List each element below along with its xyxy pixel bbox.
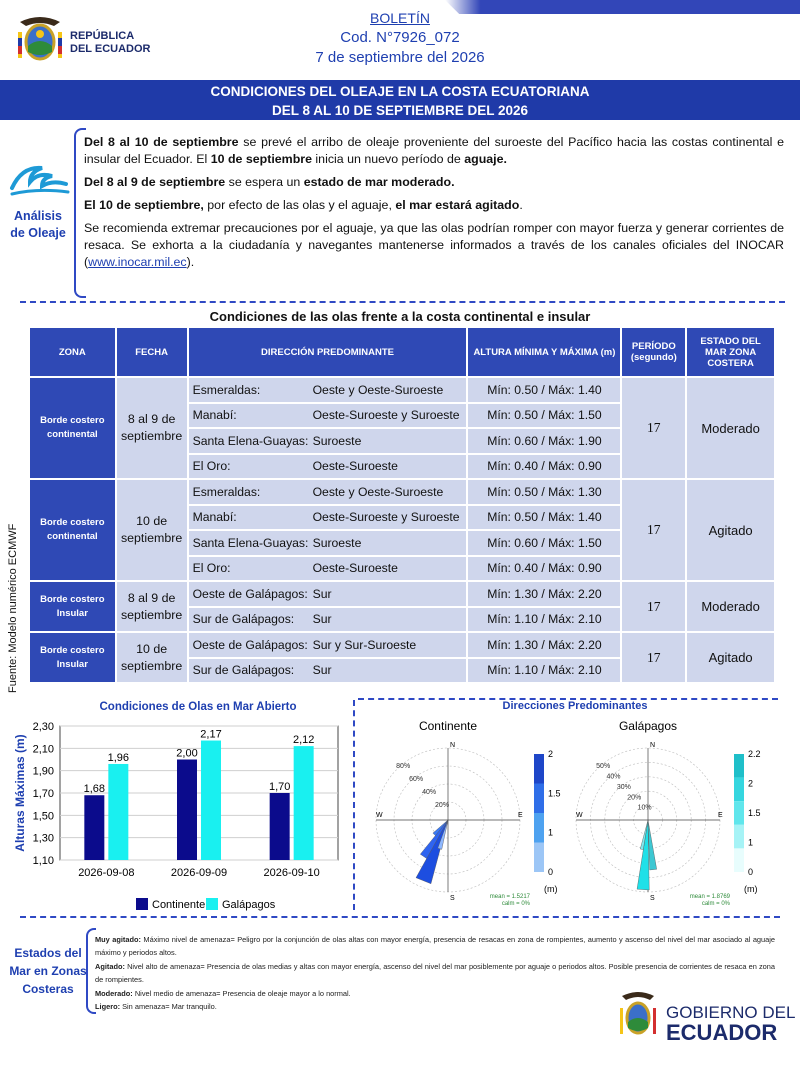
colorbar-label: 1.5 bbox=[748, 808, 761, 818]
direction-cell bbox=[188, 505, 468, 531]
table-row bbox=[29, 581, 775, 607]
date-cell: 8 al 9 de septiembre bbox=[116, 581, 188, 632]
direction-value: Oeste y Oeste-Suroeste bbox=[312, 382, 444, 397]
header-zone: ZONA bbox=[29, 327, 116, 377]
height-cell: Mín: 0.50 / Máx: 1.50 bbox=[467, 403, 621, 429]
direction-cell bbox=[188, 479, 468, 505]
analysis-paragraph-4 bbox=[84, 220, 784, 271]
date-cell: 10 de septiembre bbox=[116, 479, 188, 581]
analysis-span: ). bbox=[186, 255, 195, 269]
page-title bbox=[0, 80, 800, 120]
analysis-label: Análisis de Oleaje bbox=[10, 209, 66, 240]
bulletin-code: Cod. N°7926_072 bbox=[340, 29, 460, 46]
rose-ring-label: 80% bbox=[396, 763, 411, 771]
divider bbox=[20, 916, 780, 918]
compass-w: W bbox=[376, 812, 383, 819]
bar-galápagos bbox=[294, 746, 314, 860]
rose-petal bbox=[648, 820, 657, 870]
table-row bbox=[29, 632, 775, 658]
analysis-span: . bbox=[519, 198, 523, 212]
direction-value: Suroeste bbox=[312, 535, 362, 550]
compass-w: W bbox=[576, 812, 583, 819]
direction-value: Oeste y Oeste-Suroeste bbox=[312, 484, 444, 499]
state-description: Máximo nivel de amenaza= Peligro por la conjunción de olas altas con mayor energía, presencia de resacas en zona de rompientes, aumento y ascenso del nivel del mar asociado al aguaje máximo y periodos altos. bbox=[95, 935, 776, 958]
height-cell: Mín: 0.40 / Máx: 0.90 bbox=[467, 556, 621, 582]
direction-cell bbox=[188, 530, 468, 556]
colorbar-segment bbox=[534, 754, 544, 784]
bar-continente bbox=[177, 760, 197, 861]
colorbar-unit: (m) bbox=[744, 884, 758, 894]
rose-ring-label: 60% bbox=[409, 776, 424, 784]
legend-label: Galápagos bbox=[222, 899, 276, 911]
source-note-text: Fuente: Modelo numérico ECMWF bbox=[7, 523, 19, 693]
table-header-row bbox=[29, 327, 775, 377]
colorbar-label: 1 bbox=[748, 837, 754, 848]
height-cell: Mín: 1.10 / Máx: 2.10 bbox=[467, 607, 621, 633]
state-name: Moderado: bbox=[95, 988, 133, 998]
region-label: Santa Elena-Guayas: bbox=[192, 535, 309, 550]
compass-e: E bbox=[518, 812, 523, 819]
height-cell: Mín: 0.60 / Máx: 1.90 bbox=[467, 428, 621, 454]
direction-value: Sur bbox=[312, 586, 332, 601]
header-date: FECHA bbox=[116, 327, 188, 377]
date-cell: 10 de septiembre bbox=[116, 632, 188, 683]
period-cell: 17 bbox=[621, 632, 686, 683]
bar-galápagos bbox=[108, 764, 128, 860]
height-cell: Mín: 1.10 / Máx: 2.10 bbox=[467, 658, 621, 684]
wave-conditions-table bbox=[28, 326, 776, 684]
y-tick-label: 2,10 bbox=[32, 743, 54, 756]
compass-s: S bbox=[450, 895, 455, 902]
table-row bbox=[29, 479, 775, 505]
header-period: PERÍODO (segundo) bbox=[621, 327, 686, 377]
data-label: 1,70 bbox=[268, 781, 291, 793]
colorbar-label: 1 bbox=[548, 827, 554, 838]
colorbar-segment bbox=[734, 778, 744, 802]
region-label: El Oro: bbox=[192, 459, 231, 474]
period-cell: 17 bbox=[621, 479, 686, 581]
analysis-bold: El 10 de septiembre, bbox=[84, 198, 204, 212]
gob-line2: ECUADOR bbox=[666, 1020, 778, 1045]
direction-cell bbox=[188, 607, 468, 633]
height-cell: Mín: 0.50 / Máx: 1.30 bbox=[467, 479, 621, 505]
period-cell: 17 bbox=[621, 581, 686, 632]
analysis-bold: estado de mar moderado. bbox=[303, 175, 455, 189]
title-line1: CONDICIONES DEL OLEAJE EN LA COSTA ECUATORIANA bbox=[210, 84, 590, 99]
bulletin-date: 7 de septiembre del 2026 bbox=[315, 49, 485, 66]
state-name: Agitado: bbox=[95, 961, 125, 971]
header-state: ESTADO DEL MAR ZONA COSTERA bbox=[686, 327, 775, 377]
direction-value: Oeste-Suroeste bbox=[312, 459, 398, 474]
analysis-bold: el mar estará agitado bbox=[395, 198, 520, 212]
colorbar-label: 2 bbox=[548, 749, 554, 759]
direction-value: Sur bbox=[312, 663, 332, 678]
zone-cell: Borde costero Insular bbox=[29, 632, 116, 683]
states-label: Estados del Mar en Zonas Costeras bbox=[9, 946, 87, 996]
bar-chart-title: Condiciones de Olas en Mar Abierto bbox=[99, 701, 297, 713]
state-description: Nivel alto de amenaza= Presencia de olas medias y altas con mayor energía, ascenso del nivel del mar posiblemente por aguaje o periodos altos. Posible presencia de corrientes de resaca en zona de rompientes. bbox=[95, 961, 775, 985]
rose-calm: calm = 0% bbox=[501, 901, 530, 907]
rose-ring-label: 40% bbox=[606, 773, 621, 781]
state-cell: Moderado bbox=[686, 377, 775, 479]
direction-cell bbox=[188, 581, 468, 607]
state-cell: Agitado bbox=[686, 479, 775, 581]
rose-petal bbox=[637, 820, 649, 890]
x-tick-label: 2026-09-08 bbox=[78, 867, 135, 879]
bar-continente bbox=[84, 795, 104, 860]
region-label: Manabí: bbox=[192, 510, 237, 525]
bar-galápagos bbox=[201, 741, 221, 860]
y-tick-label: 1,90 bbox=[32, 765, 54, 778]
compass-n: N bbox=[650, 742, 656, 749]
gobierno-logo bbox=[618, 990, 796, 1046]
analysis-paragraph-3 bbox=[84, 197, 784, 214]
inocar-link[interactable]: www.inocar.mil.ec bbox=[88, 255, 187, 269]
colorbar-segment bbox=[734, 754, 744, 778]
analysis-span: se prevé el arribo de oleaje proveniente del suroeste del Pacífico hacia las costas continental e insular del Ecuador. El bbox=[84, 135, 784, 166]
analysis-bold: 10 de septiembre bbox=[210, 152, 312, 166]
state-definition bbox=[95, 933, 775, 960]
source-note bbox=[2, 515, 22, 695]
region-label: Oeste de Galápagos: bbox=[192, 586, 308, 601]
direction-cell bbox=[188, 403, 468, 429]
analysis-paragraph-1 bbox=[84, 134, 784, 168]
rose-ring-label: 40% bbox=[422, 789, 437, 797]
state-description: Sin amenaza= Mar tranquilo. bbox=[120, 1002, 217, 1012]
y-tick-label: 1,10 bbox=[32, 855, 54, 867]
republic-line1: REPÚBLICA bbox=[70, 30, 135, 42]
direction-value: Oeste-Suroeste y Suroeste bbox=[312, 510, 460, 525]
rose-continente bbox=[360, 716, 560, 912]
height-cell: Mín: 0.40 / Máx: 0.90 bbox=[467, 454, 621, 480]
rose-petal bbox=[416, 820, 448, 884]
direction-value: Suroeste bbox=[312, 433, 362, 448]
republic-line2: DEL ECUADOR bbox=[70, 43, 151, 55]
colorbar-label: 1.5 bbox=[548, 788, 561, 799]
date-cell: 8 al 9 de septiembre bbox=[116, 377, 188, 479]
rose-ring-label: 10% bbox=[637, 804, 652, 812]
analysis-bold: Del 8 al 10 de septiembre bbox=[84, 135, 239, 149]
direction-value: Sur bbox=[312, 612, 332, 627]
divider bbox=[353, 700, 355, 910]
direction-value: Oeste-Suroeste y Suroeste bbox=[312, 408, 460, 423]
region-label: Esmeraldas: bbox=[192, 382, 261, 397]
header-height: ALTURA MÍNIMA Y MÁXIMA (m) bbox=[467, 327, 621, 377]
rose-mean: mean = 1.8769 bbox=[689, 894, 730, 900]
x-tick-label: 2026-09-09 bbox=[170, 867, 228, 879]
y-tick-label: 1,30 bbox=[32, 832, 54, 845]
x-tick-label: 2026-09-10 bbox=[263, 867, 320, 879]
direction-cell bbox=[188, 632, 468, 658]
rose-panel-title: Galápagos bbox=[618, 719, 678, 733]
header-direction: DIRECCIÓN PREDOMINANTE bbox=[188, 327, 468, 377]
colorbar-label: 0 bbox=[548, 867, 554, 877]
direction-value: Sur y Sur-Suroeste bbox=[312, 637, 417, 652]
colorbar-label: 2.2 bbox=[748, 749, 761, 759]
rose-title: Direcciones Predominantes bbox=[502, 700, 648, 712]
analysis-bold: Del 8 al 9 de septiembre bbox=[84, 175, 226, 189]
zone-cell: Borde costero continental bbox=[29, 479, 116, 581]
colorbar-segment bbox=[534, 784, 544, 814]
title-line2: DEL 8 AL 10 DE SEPTIEMBRE DEL 2026 bbox=[271, 103, 529, 118]
legend-swatch bbox=[136, 898, 148, 910]
legend-label: Continente bbox=[152, 899, 206, 911]
region-label: El Oro: bbox=[192, 561, 231, 576]
state-name: Muy agitado: bbox=[95, 935, 141, 944]
bar-continente bbox=[270, 793, 290, 860]
direction-cell bbox=[188, 377, 468, 403]
data-label: 1,96 bbox=[107, 751, 130, 764]
region-label: Santa Elena-Guayas: bbox=[192, 433, 309, 448]
wave-icon bbox=[8, 158, 72, 198]
rose-ring-label: 20% bbox=[435, 802, 450, 810]
analysis-span: Se recomienda extremar precauciones por el aguaje, ya que las olas podrían romper con mayor fuerza y generar corrientes de resaca. Se exhorta a la ciudadanía y navegantes mantenerse informados a través de los canales oficiales del INOCAR ( bbox=[84, 221, 784, 269]
region-label: Sur de Galápagos: bbox=[192, 612, 295, 627]
direction-cell bbox=[188, 658, 468, 684]
y-axis-label: Alturas Máximas (m) bbox=[13, 734, 27, 852]
analysis-span: inicia un nuevo período de bbox=[311, 152, 465, 166]
compass-s: S bbox=[650, 895, 655, 902]
analysis-bold: aguaje. bbox=[464, 152, 507, 166]
rose-ring-label: 50% bbox=[596, 763, 611, 771]
compass-e: E bbox=[718, 812, 723, 819]
rose-ring-label: 30% bbox=[616, 783, 631, 791]
analysis-paragraph-2 bbox=[84, 174, 784, 191]
compass-n: N bbox=[450, 742, 456, 749]
bar-chart bbox=[8, 716, 348, 912]
state-description: Nivel medio de amenaza= Presencia de oleaje mayor a lo normal. bbox=[132, 988, 351, 998]
region-label: Esmeraldas: bbox=[192, 484, 261, 499]
region-label: Manabí: bbox=[192, 408, 237, 423]
state-name: Ligero: bbox=[95, 1002, 121, 1012]
analysis-text bbox=[84, 134, 784, 277]
region-label: Oeste de Galápagos: bbox=[192, 637, 308, 652]
state-definition bbox=[95, 960, 775, 987]
rose-ring-label: 20% bbox=[627, 794, 642, 802]
bulletin-label: BOLETÍN bbox=[370, 10, 430, 26]
height-cell: Mín: 0.60 / Máx: 1.50 bbox=[467, 530, 621, 556]
y-tick-label: 1,50 bbox=[32, 810, 54, 823]
zone-cell: Borde costero Insular bbox=[29, 581, 116, 632]
analysis-span: se espera un bbox=[225, 175, 304, 189]
rose-calm: calm = 0% bbox=[701, 901, 730, 907]
rose-mean: mean = 1.5217 bbox=[489, 894, 530, 900]
legend-swatch bbox=[206, 898, 218, 910]
colorbar-segment bbox=[734, 801, 744, 825]
state-cell: Moderado bbox=[686, 581, 775, 632]
rose-panel-title: Continente bbox=[418, 719, 478, 733]
colorbar-unit: (m) bbox=[544, 884, 558, 894]
direction-cell bbox=[188, 556, 468, 582]
region-label: Sur de Galápagos: bbox=[192, 663, 295, 678]
bulletin-block bbox=[280, 8, 520, 68]
direction-cell bbox=[188, 428, 468, 454]
direction-cell bbox=[188, 454, 468, 480]
zone-cell: Borde costero continental bbox=[29, 377, 116, 479]
height-cell: Mín: 1.30 / Máx: 2.20 bbox=[467, 632, 621, 658]
coat-of-arms-logo bbox=[14, 12, 66, 68]
colorbar-segment bbox=[734, 848, 744, 872]
period-cell: 17 bbox=[621, 377, 686, 479]
data-label: 2,17 bbox=[200, 728, 222, 741]
rose-galapagos bbox=[560, 716, 780, 912]
colorbar-label: 0 bbox=[748, 867, 754, 877]
divider bbox=[20, 301, 785, 303]
colorbar-segment bbox=[534, 843, 544, 873]
colorbar-segment bbox=[734, 825, 744, 849]
y-tick-label: 2,30 bbox=[32, 721, 54, 733]
republic-name bbox=[70, 30, 150, 56]
data-label: 1,68 bbox=[83, 783, 106, 796]
y-tick-label: 1,70 bbox=[32, 788, 54, 800]
analysis-span: por efecto de las olas y el aguaje, bbox=[203, 198, 396, 212]
table-title: Condiciones de las olas frente a la costa continental e insular bbox=[209, 309, 591, 324]
table-row bbox=[29, 377, 775, 403]
direction-value: Oeste-Suroeste bbox=[312, 561, 398, 576]
state-cell: Agitado bbox=[686, 632, 775, 683]
gob-line1: GOBIERNO DEL bbox=[666, 1003, 796, 1022]
data-label: 2,12 bbox=[292, 734, 315, 747]
colorbar-label: 2 bbox=[748, 778, 754, 789]
data-label: 2,00 bbox=[176, 747, 198, 760]
height-cell: Mín: 1.30 / Máx: 2.20 bbox=[467, 581, 621, 607]
colorbar-segment bbox=[534, 813, 544, 843]
height-cell: Mín: 0.50 / Máx: 1.40 bbox=[467, 377, 621, 403]
height-cell: Mín: 0.50 / Máx: 1.40 bbox=[467, 505, 621, 531]
